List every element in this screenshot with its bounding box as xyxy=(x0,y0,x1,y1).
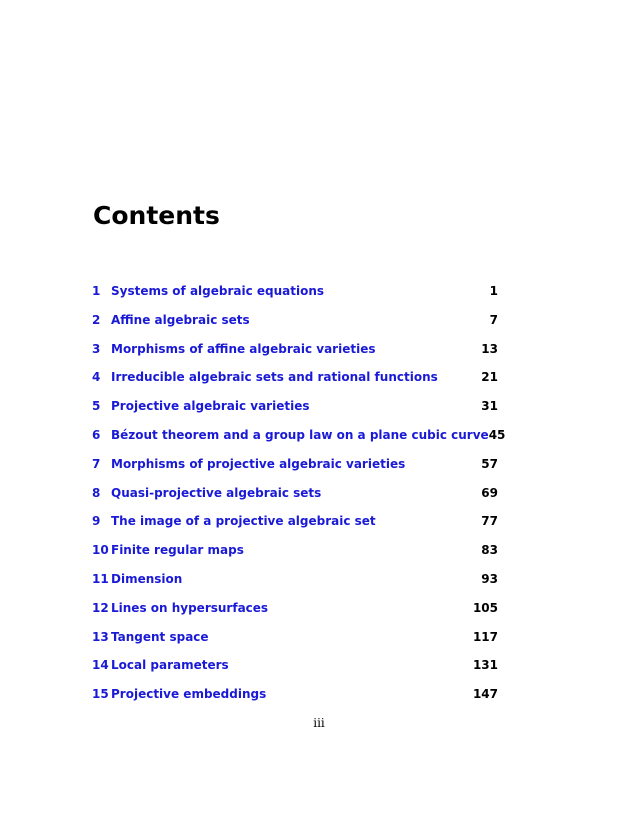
chapter-number[interactable]: 9 xyxy=(92,514,101,529)
chapter-page-number: 1 xyxy=(489,284,498,298)
chapter-title-link[interactable]: Projective algebraic varieties xyxy=(111,399,310,414)
chapter-title-link[interactable]: Bézout theorem and a group law on a plane cubic curve xyxy=(111,427,489,442)
chapter-number[interactable]: 8 xyxy=(92,485,101,500)
toc-entry-11[interactable] xyxy=(92,569,498,598)
chapter-number[interactable]: 10 xyxy=(92,543,109,558)
chapter-page-number: 45 xyxy=(488,427,506,442)
chapter-title-link[interactable]: Quasi-projective algebraic sets xyxy=(111,485,322,500)
chapter-page-number: 83 xyxy=(481,543,498,558)
chapter-number[interactable]: 12 xyxy=(92,600,109,615)
chapter-number[interactable]: 7 xyxy=(92,456,101,471)
toc-entry-3[interactable] xyxy=(92,339,498,368)
toc-entry-5[interactable] xyxy=(92,396,498,425)
chapter-number[interactable]: 11 xyxy=(92,571,109,586)
chapter-title-link[interactable]: Irreducible algebraic sets and rational functions xyxy=(111,370,438,385)
chapter-title-link[interactable]: Tangent space xyxy=(111,629,209,644)
toc-entry-2[interactable] xyxy=(92,310,498,339)
chapter-page-number: 117 xyxy=(472,629,498,644)
chapter-number[interactable]: 15 xyxy=(92,687,109,702)
chapter-page-number: 69 xyxy=(481,485,498,500)
chapter-number[interactable]: 13 xyxy=(92,629,109,644)
toc-entry-1[interactable] xyxy=(92,281,498,310)
chapter-title-link[interactable]: Morphisms of affine algebraic varieties xyxy=(111,341,376,356)
chapter-number[interactable]: 6 xyxy=(92,427,101,442)
chapter-title-link[interactable]: The image of a projective algebraic set xyxy=(111,514,376,529)
chapter-page-number: 131 xyxy=(472,658,498,673)
toc-entry-6[interactable] xyxy=(92,425,506,454)
chapter-title-link[interactable]: Affine algebraic sets xyxy=(111,312,250,327)
toc-entry-7[interactable] xyxy=(92,454,498,483)
chapter-page-number: 13 xyxy=(481,341,498,356)
chapter-number[interactable]: 3 xyxy=(92,341,101,356)
table-of-contents xyxy=(92,281,506,713)
chapter-page-number: 147 xyxy=(472,687,498,702)
chapter-page-number: 21 xyxy=(481,370,498,385)
chapter-page-number: 7 xyxy=(489,312,498,327)
chapter-page-number: 57 xyxy=(481,456,498,471)
chapter-title-link[interactable]: Lines on hypersurfaces xyxy=(111,600,269,615)
chapter-title-link[interactable]: Dimension xyxy=(111,571,183,586)
page-number: iii xyxy=(313,716,325,730)
chapter-title-link[interactable]: Morphisms of projective algebraic varieties xyxy=(111,456,406,471)
chapter-title-link[interactable]: Projective embeddings xyxy=(111,687,267,702)
chapter-page-number: 31 xyxy=(481,399,498,414)
chapter-title-link[interactable]: Systems of algebraic equations xyxy=(111,284,325,298)
toc-entry-15[interactable] xyxy=(92,684,498,713)
toc-entry-14[interactable] xyxy=(92,655,498,684)
chapter-number[interactable]: 2 xyxy=(92,312,101,327)
toc-entry-10[interactable] xyxy=(92,540,498,569)
toc-entry-9[interactable] xyxy=(92,511,498,540)
chapter-title-link[interactable]: Local parameters xyxy=(111,658,229,673)
chapter-title-link[interactable]: Finite regular maps xyxy=(111,543,244,558)
chapter-page-number: 77 xyxy=(481,514,498,529)
toc-entry-4[interactable] xyxy=(92,367,498,396)
page-title: Contents xyxy=(93,201,220,230)
toc-entry-13[interactable] xyxy=(92,627,498,656)
chapter-number[interactable]: 4 xyxy=(92,370,101,385)
chapter-number[interactable]: 14 xyxy=(92,658,109,673)
chapter-page-number: 93 xyxy=(481,571,498,586)
chapter-number[interactable]: 1 xyxy=(92,284,101,298)
chapter-number[interactable]: 5 xyxy=(92,399,101,414)
chapter-page-number: 105 xyxy=(472,600,498,615)
toc-entry-8[interactable] xyxy=(92,483,498,512)
toc-entry-12[interactable] xyxy=(92,598,498,627)
